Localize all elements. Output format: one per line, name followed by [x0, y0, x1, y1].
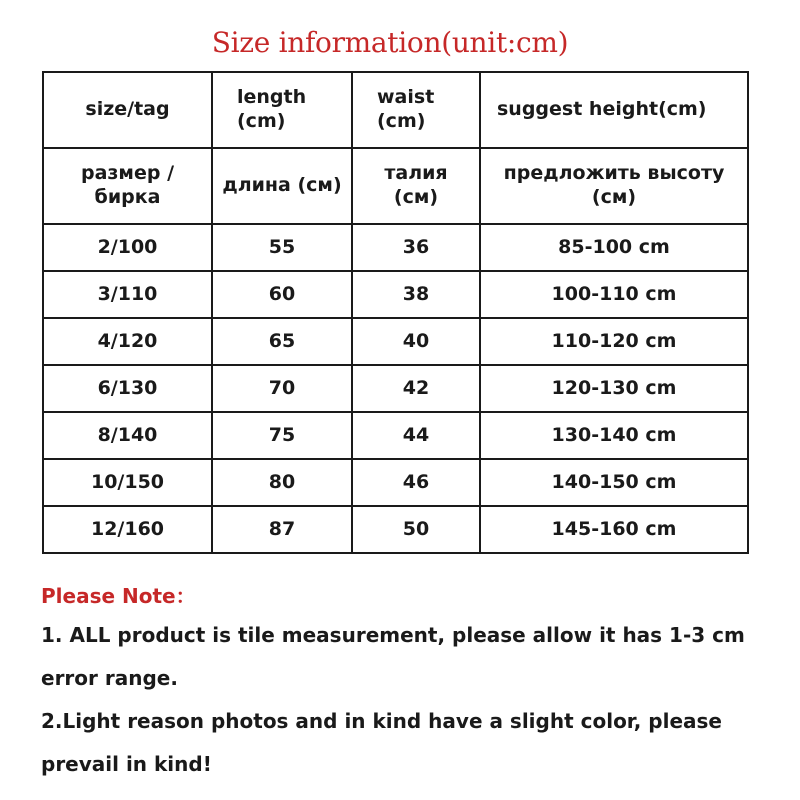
header-length: length (cm): [212, 72, 352, 148]
cell-waist: 44: [352, 412, 480, 459]
cell-size: 2/100: [43, 224, 212, 271]
cell-size: 10/150: [43, 459, 212, 506]
table-row: [43, 365, 748, 412]
cell-size: 12/160: [43, 506, 212, 553]
cell-size: 8/140: [43, 412, 212, 459]
cell-waist: 38: [352, 271, 480, 318]
cell-height: 110-120 cm: [480, 318, 748, 365]
note-title: Please Note：: [41, 584, 196, 608]
header-length-ru: длина (см): [212, 148, 352, 224]
header-waist-ru: талия (см): [352, 148, 480, 224]
cell-height: 100-110 cm: [480, 271, 748, 318]
cell-length: 60: [212, 271, 352, 318]
cell-height: 130-140 cm: [480, 412, 748, 459]
cell-length: 55: [212, 224, 352, 271]
table-row: [43, 412, 748, 459]
cell-length: 75: [212, 412, 352, 459]
cell-size: 6/130: [43, 365, 212, 412]
table-row: [43, 224, 748, 271]
header-waist: waist (cm): [352, 72, 480, 148]
header-size-tag-ru: размер / бирка: [43, 148, 212, 224]
cell-height: 85-100 cm: [480, 224, 748, 271]
header-suggest-height: suggest height(cm): [480, 72, 748, 148]
cell-length: 87: [212, 506, 352, 553]
cell-height: 140-150 cm: [480, 459, 748, 506]
cell-waist: 50: [352, 506, 480, 553]
cell-height: 145-160 cm: [480, 506, 748, 553]
cell-height: 120-130 cm: [480, 365, 748, 412]
note-item: 2.Light reason photos and in kind have a slight color, please prevail in kind!: [41, 709, 722, 776]
page-title: Size information(unit:cm): [211, 26, 569, 59]
table-row: [43, 318, 748, 365]
table-row: [43, 459, 748, 506]
cell-waist: 36: [352, 224, 480, 271]
table-row: [43, 506, 748, 553]
cell-size: 4/120: [43, 318, 212, 365]
size-table: [42, 71, 749, 554]
header-row-english: [43, 72, 748, 148]
cell-length: 70: [212, 365, 352, 412]
cell-length: 80: [212, 459, 352, 506]
header-size-tag: size/tag: [43, 72, 212, 148]
cell-size: 3/110: [43, 271, 212, 318]
note-item: 1. ALL product is tile measurement, please allow it has 1-3 cm error range.: [41, 623, 745, 690]
cell-waist: 40: [352, 318, 480, 365]
table-row: [43, 271, 748, 318]
cell-length: 65: [212, 318, 352, 365]
cell-waist: 46: [352, 459, 480, 506]
header-row-russian: [43, 148, 748, 224]
cell-waist: 42: [352, 365, 480, 412]
header-suggest-height-ru: предложить высоту (см): [480, 148, 748, 224]
